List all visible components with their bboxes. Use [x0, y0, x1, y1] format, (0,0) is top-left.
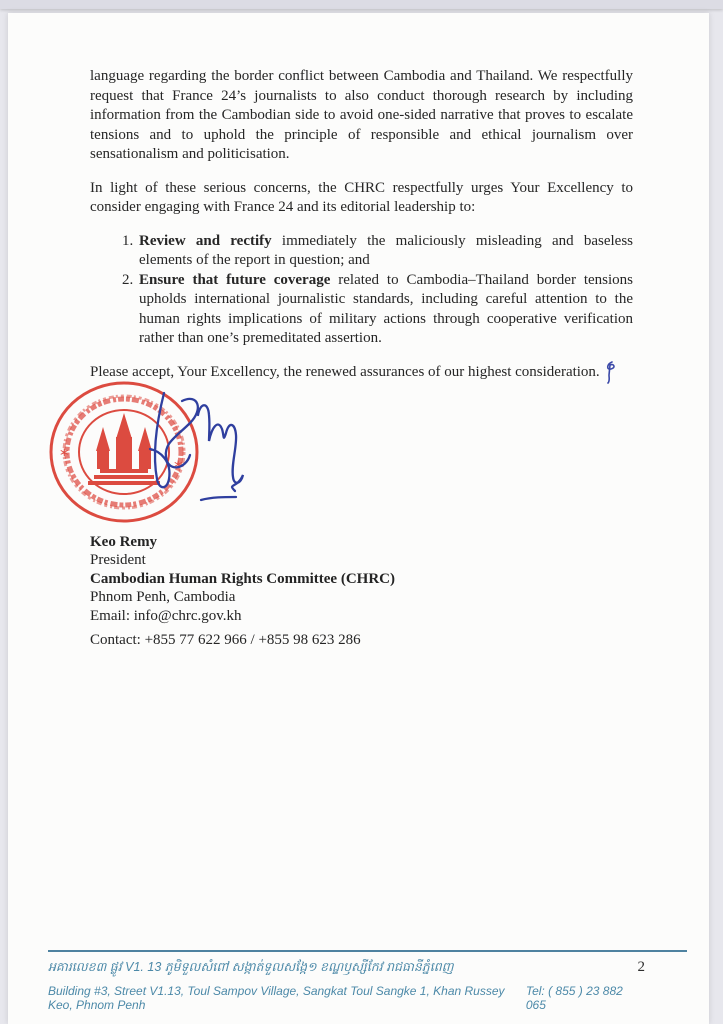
- pen-flourish-mark: [603, 359, 619, 385]
- document-page: [8, 13, 709, 1024]
- letter-body: [8, 13, 709, 650]
- page-footer: [48, 950, 687, 1012]
- closing-text: Please accept, Your Excellency, the renewed assurances of our highest consideration.: [90, 363, 600, 380]
- signer-title: President: [90, 552, 146, 568]
- previous-page-edge: [0, 0, 723, 9]
- signature-block: [90, 533, 633, 650]
- footer-address-khmer: អគារលេខ៣ ផ្លូវ V1. 13 ភូមិទួលសំពៅ សង្កាត់ទួលសង្កែ១ ខណ្ឌឫស្សីកែវ រាជធានីភ្នំពេញ: [48, 960, 454, 974]
- signer-email: Email: info@chrc.gov.kh: [90, 607, 242, 624]
- handwritten-signature: [124, 387, 259, 512]
- list-item-1: [137, 232, 633, 271]
- numbered-list: [90, 232, 633, 349]
- list-item-2-lead: Ensure that future coverage: [139, 271, 331, 288]
- paragraph-continuation: language regarding the border conflict between Cambodia and Thailand. We respectfully request that France 24’s journalists to also conduct thorough research by including information from the Cambodian side to avoid one-sided narrative that proves to escalate tensions and to uphold the principle of responsible and ethical journalism over sensationalism and politicisation.: [90, 68, 633, 162]
- stamp-and-signature-area: [60, 387, 633, 533]
- footer-telephone: Tel: ( 855 ) 23 882 065: [525, 984, 623, 1012]
- list-item-1-text: immediately the maliciously misleading and baseless elements of the report in question; and: [139, 232, 633, 268]
- footer-divider: [48, 950, 687, 952]
- paragraph-urge: In light of these serious concerns, the CHRC respectfully urges Your Excellency to consider engaging with France 24 and its editorial leadership to:: [90, 179, 633, 215]
- list-item-2-text: related to Cambodia–Thailand border tensions upholds international journalistic standards, including careful attention to the human rights implications of military actions through cooperative verification rather than one’s premeditated assertion.: [139, 271, 633, 346]
- footer-address-english: Building #3, Street V1.13, Toul Sampov Village, Sangkat Toul Sangke 1, Khan Russey Keo, Phnom Penh: [48, 984, 505, 1012]
- signer-organization: Cambodian Human Rights Committee (CHRC): [90, 570, 395, 587]
- signer-contact: Contact: +855 77 622 966 / +855 98 623 286: [90, 632, 361, 648]
- list-item-2: [137, 271, 633, 349]
- page-number: 2: [637, 959, 645, 975]
- svg-text:*: *: [174, 457, 183, 478]
- signer-name: Keo Remy: [90, 533, 158, 550]
- signer-location: Phnom Penh, Cambodia: [90, 589, 236, 605]
- svg-text:*: *: [60, 445, 69, 466]
- list-item-1-lead: Review and rectify: [139, 232, 272, 249]
